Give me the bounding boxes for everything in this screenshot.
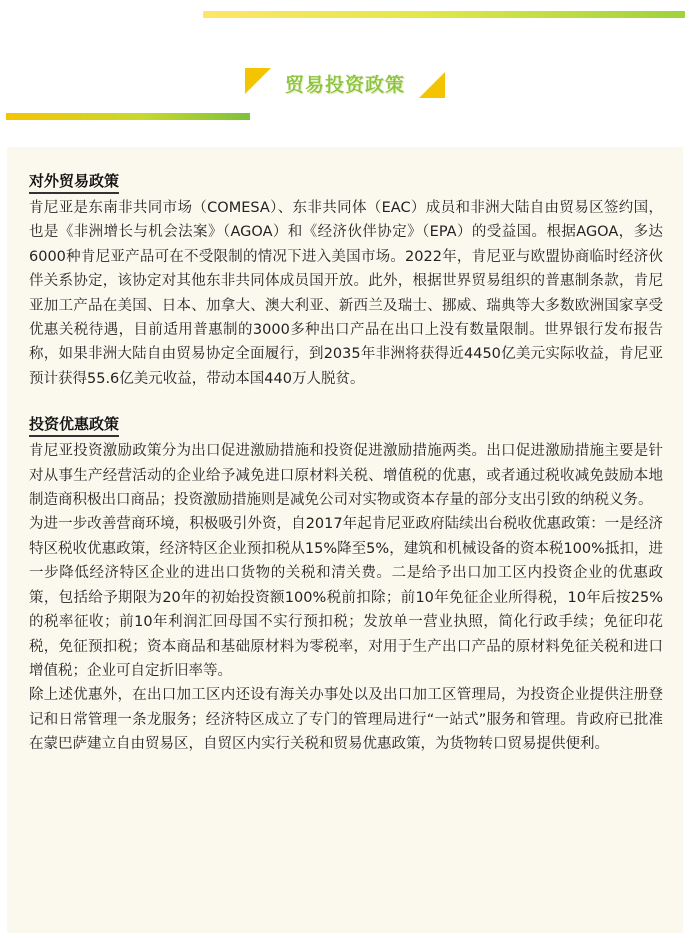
section-foreign-trade <box>29 170 663 391</box>
banner-title: 贸易投资政策 <box>284 74 405 96</box>
article-body <box>29 170 663 757</box>
paragraph: 除上述优惠外，在出口加工区内还设有海关办事处以及出口加工区管理局，为投资企业提供注册登记和日常管理一条龙服务；经济特区成立了专门的管理局进行“一站式”服务和管理。肯政府已批准在蒙巴萨建立自由贸易区，自贸区内实行关税和贸易优惠政策，为货物转口贸易提供便利。 <box>29 687 663 753</box>
section-investment-incentives <box>29 413 663 756</box>
paragraph: 为进一步改善营商环境，积极吸引外资，自2017年起肯尼亚政府陆续出台税收优惠政策：一是经济特区税收优惠政策，经济特区企业预扣税从15%降至5%，建筑和机械设备的资本税100%抵扣，进一步降低经济特区企业的进出口货物的关税和清关费。二是给予出口加工区内投资企业的优惠政策，包括给予期限为20年的初始投资额100%税前扣除；前10年免征企业所得税，10年后按25%的税率征收；前10年利润汇回母国不实行预扣税；发放单一营业执照，简化行政手续；免征印花税，免征预扣税；资本商品和基础原材料为零税率，对用于生产出口产品的原材料免征关税和进口增值税；企业可自定折旧率等。 <box>29 516 663 679</box>
top-decorative-bar <box>203 11 685 18</box>
paragraph: 肯尼亚是东南非共同市场（COMESA）、东非共同体（EAC）成员和非洲大陆自由贸易区签约国，也是《非洲增长与机会法案》（AGOA）和《经济伙伴协定》（EPA）的受益国。根据AGOA，多达6000种肯尼亚产品可在不受限制的情况下进入美国市场。2022年，肯尼亚与欧盟协商临时经济伙伴关系协定，该协定对其他东非共同体成员国开放。此外，根据世界贸易组织的普惠制条款，肯尼亚加工产品在美国、日本、加拿大、澳大利亚、新西兰及瑞士、挪威、瑞典等大多数欧洲国家享受优惠关税待遇，目前适用普惠制的3000多种出口产品在出口上没有数量限制。世界银行发布报告称，如果非洲大陆自由贸易协定全面履行，到2035年非洲将获得近4450亿美元实际收益，肯尼亚预计获得55.6亿美元收益，带动本国440万人脱贫。 <box>29 200 663 387</box>
section-heading: 对外贸易政策 <box>29 170 119 194</box>
section-banner <box>245 66 445 100</box>
bottom-decorative-bar <box>6 113 250 120</box>
paragraph: 肯尼亚投资激励政策分为出口促进激励措施和投资促进激励措施两类。出口促进激励措施主要是针对从事生产经营活动的企业给予减免进口原材料关税、增值税的优惠，或者通过税收减免鼓励本地制造商积极出口商品；投资激励措施则是减免公司对实物或资本存量的部分支出引致的纳税义务。 <box>29 443 663 509</box>
section-heading: 投资优惠政策 <box>29 413 119 437</box>
